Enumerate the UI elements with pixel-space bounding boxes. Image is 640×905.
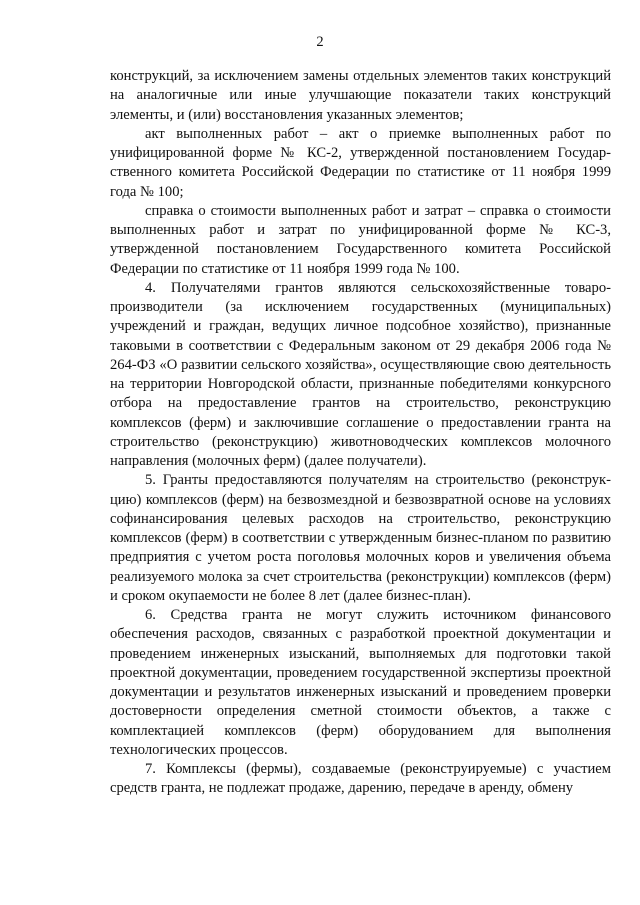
paragraph-item-6-grant-restrictions: 6. Средства гранта не могут служить источником финансового обеспечения расходов, связанных с разработкой проектной документации и проведением инженерных изысканий, выполняемых для подготовки такой проектной документации, проведением государственной экспертизы проектной документации и результатов инженерных изысканий и проведением проверки достоверности определения сметной стоимости объектов, а также с комплектацией комплексов (ферм) оборудованием для выполнения технологических процессов.	[110, 607, 611, 758]
paragraph-item-7-complexes: 7. Комплексы (фермы), создаваемые (реконструируемые) с участием средств гранта, не подлежат продаже, дарению, передаче в аренду, обмену	[110, 761, 611, 797]
document-body	[110, 67, 611, 799]
paragraph-item-5-grant-provision: 5. Гранты предоставляются получателям на строительство (реконструкцию) комплексов (ферм) на безвозмездной и безвозвратной основе на условиях софинансирования целевых расходов на строительство, реконструкцию комплексов (ферм) в соответствии с утвержденным бизнес-планом по развитию предприятия с учетом роста поголовья молочных коров и увеличения объема реализуемого молока за счет строительства (реконструкции) комплексов (ферм) и сроком окупаемости не более 8 лет (далее бизнес-план).	[110, 472, 611, 604]
paragraph-item-4-grant-recipients: 4. Получателями грантов являются сельскохозяйственные товаропроизводители (за исключением государственных (муниципальных) учреждений и граждан, ведущих личное подсобное хозяйство), признанные таковыми в соответствии с Федеральным законом от 29 декабря 2006 года № 264-ФЗ «О развитии сельского хозяйства», осуществляющие свою деятельность на территории Новгородской области, признанные победителями конкурсного отбора на предоставление грантов на строительство, реконструкцию комплексов (ферм) и заключившие соглашение о предоставлении гранта на строительство (реконструкцию) животноводческих комплексов молочного направления (молочных ферм) (далее получатели).	[110, 279, 611, 469]
paragraph-act-of-completed-works: акт выполненных работ – акт о приемке выполненных работ по унифицированной форме № КС-2, утвержденной постановлением Государственного комитета Российской Федерации по статистике от 11 ноября 1999 года № 100;	[110, 125, 611, 200]
page-number: 2	[316, 34, 324, 50]
paragraph-cost-certificate: справка о стоимости выполненных работ и затрат – справка о стоимости выполненных работ и затрат по унифицированной форме № КС-3, утвержденной постановлением Государственного комитета Российской Федерации по статистике от 11 ноября 1999 года № 100.	[110, 202, 611, 277]
paragraph-construction-definition-continued: конструкций, за исключением замены отдельных элементов таких конструкций на аналогичные или иные улучшающие показатели таких конструкций элементы, и (или) восстановления указанных элементов;	[110, 68, 611, 123]
